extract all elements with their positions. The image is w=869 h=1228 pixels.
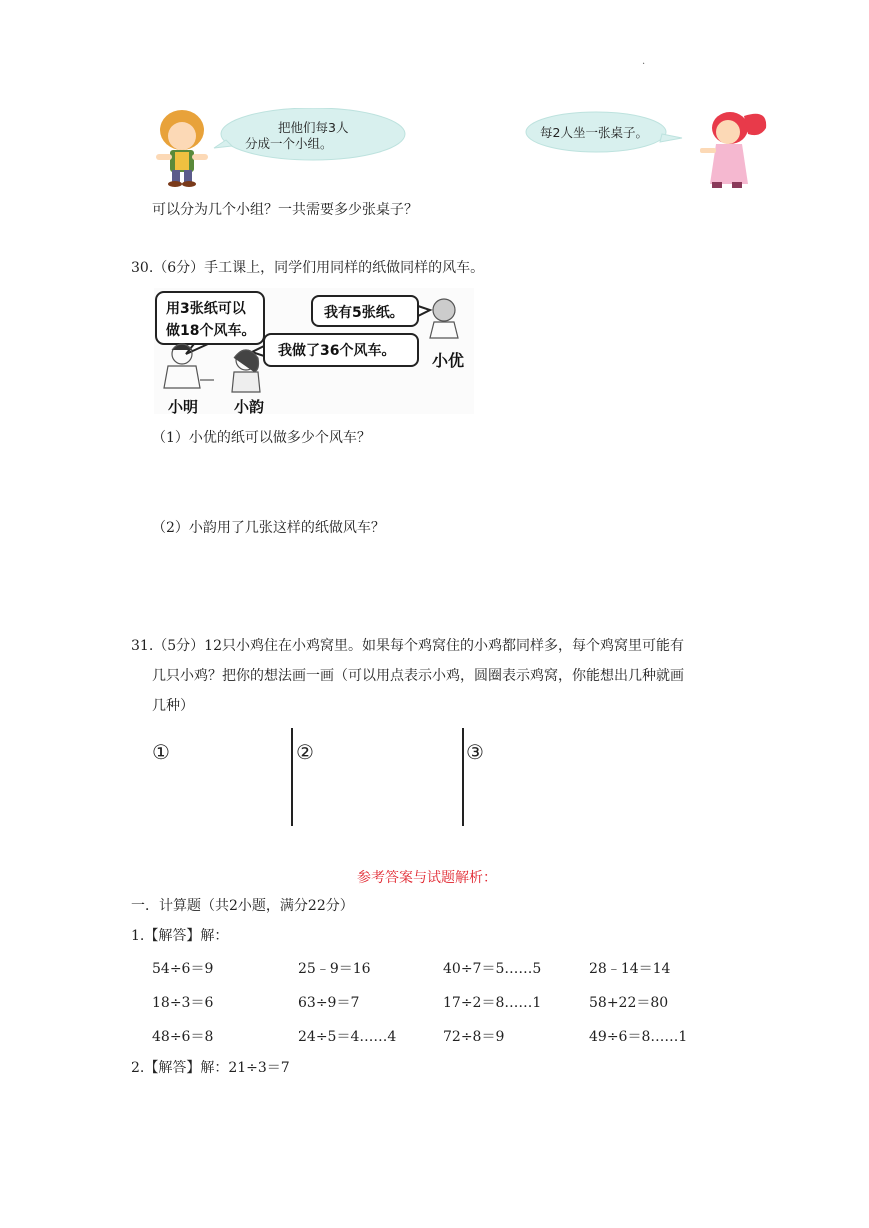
q31-line2: 几只小鸡？把你的想法画一画（可以用点表示小鸡，圆圈表示鸡窝，你能想出几种就画	[152, 668, 684, 684]
grid-cell: 18÷3＝6	[152, 995, 214, 1011]
q29-illustration-svg	[148, 108, 770, 192]
page-dot: .	[642, 56, 646, 67]
bubble1-line1: 用3张纸可以	[166, 301, 246, 317]
xiaoyun-figure	[232, 350, 260, 392]
grid-cell: 25﹣9＝16	[298, 961, 371, 977]
divider-2	[462, 728, 464, 826]
q30-sub2: （2）小韵用了几张这样的纸做风车？	[152, 520, 385, 536]
q30-sub1: （1）小优的纸可以做多少个风车？	[152, 430, 371, 446]
bubble1-line2: 做18个风车。	[166, 323, 256, 339]
boy-figure	[156, 110, 208, 187]
grid-cell: 40÷7＝5……5	[443, 961, 542, 977]
name-xiaoyun: 小韵	[234, 398, 265, 416]
q30-heading: 30.（6分）手工课上，同学们用同样的纸做同样的风车。	[131, 260, 485, 276]
grid-cell: 63÷9＝7	[298, 995, 360, 1011]
bubble2-text: 我有5张纸。	[324, 305, 404, 321]
answers-title: 参考答案与试题解析：	[357, 870, 497, 886]
grid-cell: 72÷8＝9	[443, 1029, 505, 1045]
q29-illustration	[148, 108, 770, 192]
q31-drawing-area	[150, 728, 484, 828]
boy-speech-line1: 把他们每3人	[278, 120, 349, 135]
grid-cell: 17÷2＝8……1	[443, 995, 542, 1011]
grid-cell: 54÷6＝9	[152, 961, 214, 977]
q30-illustration	[154, 288, 474, 414]
xiaoyou-figure	[430, 299, 458, 338]
grid-cell: 28﹣14＝14	[589, 961, 671, 977]
drawing-mark-3: ③	[466, 740, 484, 764]
boy-speech-line2: 分成一个小组。	[245, 136, 333, 151]
grid-cell: 58+22＝80	[589, 995, 669, 1011]
grid-cell: 24÷5＝4……4	[298, 1029, 397, 1045]
drawing-mark-2: ②	[296, 740, 314, 764]
name-xiaoming: 小明	[168, 398, 199, 416]
girl-speech-text: 每2人坐一张桌子。	[540, 125, 648, 140]
q29-question: 可以分为几个小组？一共需要多少张桌子？	[152, 202, 418, 218]
answer1-label: 1.【解答】解：	[131, 928, 229, 944]
q31-line1: 31.（5分）12只小鸡住在小鸡窝里。如果每个鸡窝住的小鸡都同样多，每个鸡窝里可能有	[131, 638, 684, 654]
name-xiaoyou: 小优	[432, 351, 465, 370]
answers-section1: 一．计算题（共2小题，满分22分）	[131, 898, 354, 914]
girl-figure	[700, 112, 766, 188]
bubble3-text: 我做了36个风车。	[278, 343, 396, 359]
q31-line3: 几种）	[152, 698, 194, 714]
grid-cell: 49÷6＝8……1	[589, 1029, 688, 1045]
divider-1	[291, 728, 293, 826]
grid-cell: 48÷6＝8	[152, 1029, 214, 1045]
answer2: 2.【解答】解：21÷3＝7	[131, 1060, 290, 1076]
drawing-mark-1: ①	[152, 740, 170, 764]
